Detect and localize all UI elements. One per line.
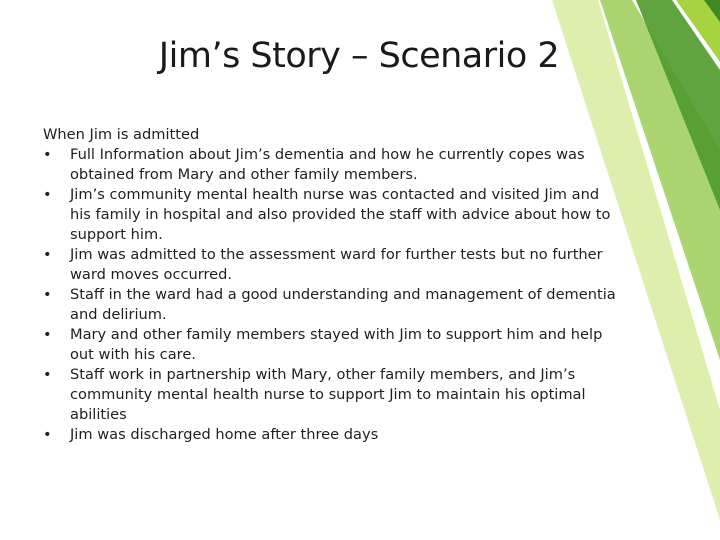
bullet-icon: • — [43, 366, 52, 383]
bullet-text: Staff in the ward had a good understanding and management of dementia and delirium. — [70, 286, 616, 323]
bullet-text: Full Information about Jim’s dementia and how he currently copes was obtained from Mary and other family members. — [70, 146, 585, 183]
bullet-icon: • — [43, 146, 52, 163]
bullet-icon: • — [43, 186, 52, 203]
bullet-item — [43, 245, 683, 285]
bullet-item — [43, 425, 683, 445]
bullet-text: Jim’s community mental health nurse was contacted and visited Jim and his family in hospital and also provided the staff with advice about how to support him. — [70, 186, 611, 243]
bullet-text: Jim was discharged home after three days — [70, 426, 379, 443]
bullet-item — [43, 185, 683, 245]
intro-text: When Jim is admitted — [43, 126, 200, 143]
bullet-text: Mary and other family members stayed with Jim to support him and help out with his care. — [70, 326, 603, 363]
bullet-item — [43, 285, 683, 325]
bullet-icon: • — [43, 326, 52, 343]
slide-body — [43, 125, 683, 445]
bullet-text: Jim was admitted to the assessment ward for further tests but no further ward moves occurred. — [70, 246, 603, 283]
bullet-item — [43, 145, 683, 185]
bullet-item — [43, 325, 683, 365]
bullet-item — [43, 365, 683, 425]
bullet-icon: • — [43, 286, 52, 303]
bullet-icon: • — [43, 426, 52, 443]
bullet-icon: • — [43, 246, 52, 263]
slide-title: Jim’s Story – Scenario 2 — [158, 36, 560, 76]
bullet-list — [43, 145, 683, 445]
bullet-text: Staff work in partnership with Mary, other family members, and Jim’s community mental health nurse to support Jim to maintain his optimal abilities — [70, 366, 586, 423]
